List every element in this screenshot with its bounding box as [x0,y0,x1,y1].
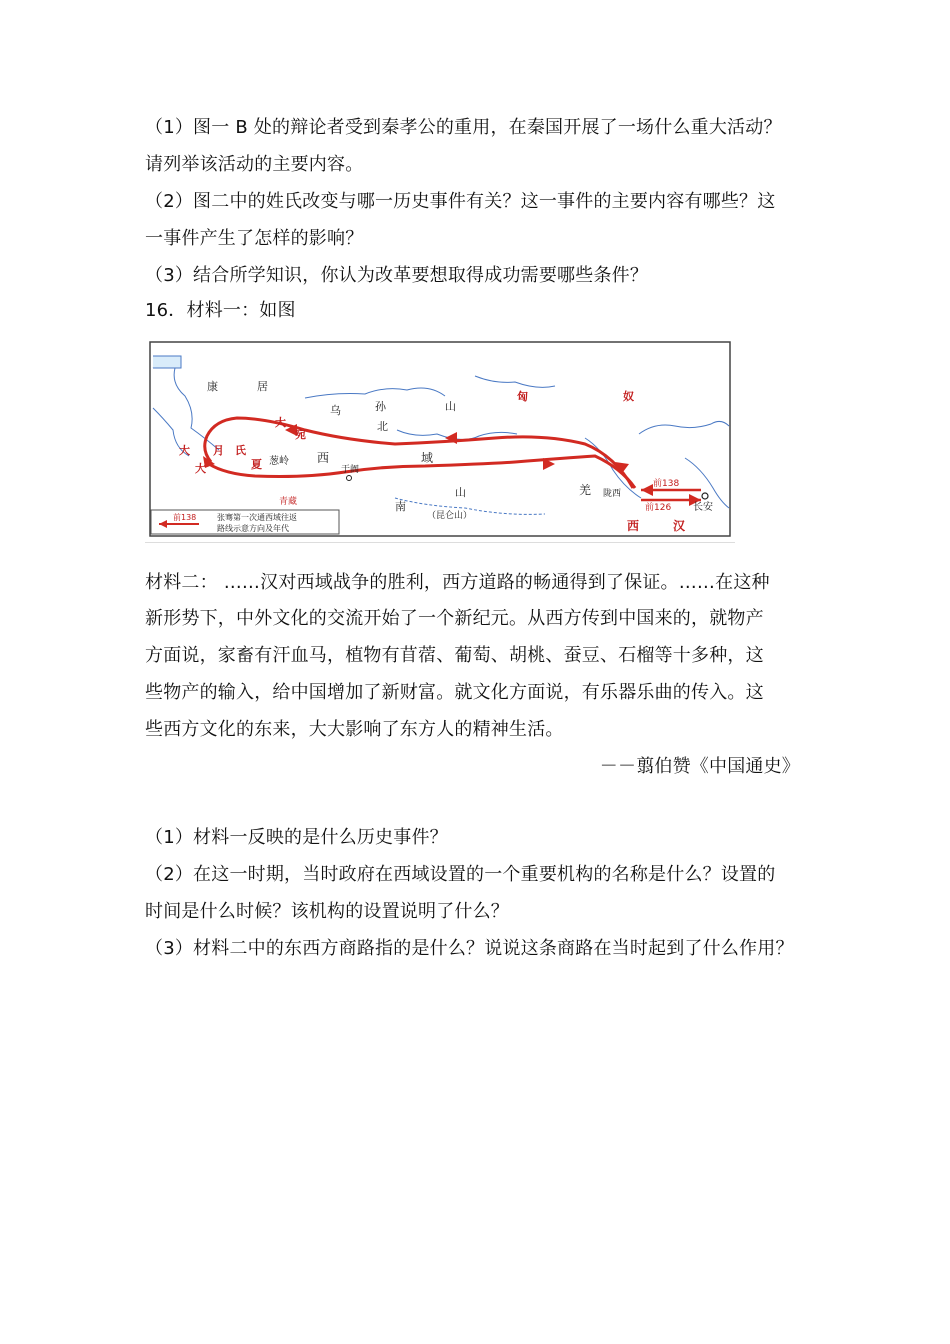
map-figure [145,338,735,542]
q16-question-2-line-2: 时间是什么时候？该机构的设置说明了什么？ [145,901,509,922]
label-xiong: 匈 [517,390,528,403]
q15-question-1-line-2: 请列举该活动的主要内容。 [145,154,364,175]
legend-text-2: 路线示意方向及年代 [217,524,289,533]
label-han: 汉 [673,519,686,533]
label-shan-north: 山 [445,400,456,413]
label-bei: 北 [377,420,388,433]
q15-question-2-line-2: 一事件产生了怎样的影响？ [145,228,364,249]
label-shi: 氏 [235,444,246,457]
q16-question-3: （3）材料二中的东西方商路指的是什么？说说这条商路在当时起到了什么作用？ [145,938,794,959]
label-dawan-da: 大 [275,416,286,429]
label-date-outbound: 前138 [653,479,680,489]
label-sun: 孙 [375,400,386,413]
q15-question-2-line-1: （2）图二中的姓氏改变与哪一历史事件有关？这一事件的主要内容有哪些？这 [145,191,776,212]
legend-date: 前138 [173,513,197,522]
material-2-line-5: 些西方文化的东来，大大影响了东方人的精神生活。 [145,719,564,740]
label-nu: 奴 [623,390,634,403]
label-xi-yu-2: 域 [421,451,434,465]
label-dawan-wan: 宛 [295,428,306,441]
material-2-source: －－翦伯赞《中国通史》 [599,756,800,777]
material-2-line-1: 材料二： ……汉对西域战争的胜利，西方道路的畅通得到了保证。……在这种 [145,572,770,593]
q16-question-1: （1）材料一反映的是什么历史事件？ [145,827,448,848]
label-changan: 长安 [693,502,713,513]
label-date-return: 前126 [645,503,672,513]
label-qingzang: 青藏 [279,497,298,507]
label-da-2: 大 [195,462,206,475]
label-xia: 夏 [251,458,262,471]
label-yutian: 于阗 [341,465,360,475]
label-xi-han: 西 [627,519,640,533]
material-2-line-4: 些物产的输入，给中国增加了新财富。就文化方面说，有乐器乐曲的传入。这 [145,682,764,703]
q16-heading: 16．材料一：如图 [145,300,296,321]
legend-text-1: 张骞第一次通西域往返 [217,513,297,522]
material-2-line-2: 新形势下，中外文化的交流开始了一个新纪元。从西方传到中国来的，就物产 [145,608,764,629]
label-da-1: 大 [179,444,190,457]
label-kunlun: （昆仑山） [427,511,473,521]
zhang-qian-route-map [145,338,735,543]
label-kangju: 康 [207,380,218,393]
q15-question-3: （3）结合所学知识，你认为改革要想取得成功需要哪些条件？ [145,265,649,286]
label-yue: 月 [213,444,224,457]
label-nan: 南 [395,500,406,513]
label-ju: 居 [257,380,268,393]
label-shan-south: 山 [455,486,466,499]
label-qiang: 羌 [579,483,592,497]
q16-question-2-line-1: （2）在这一时期，当时政府在西域设置的一个重要机构的名称是什么？设置的 [145,864,776,885]
label-xi-yu-1: 西 [317,451,330,465]
label-wu: 乌 [330,404,341,417]
label-congling: 葱岭 [269,456,289,467]
label-longxi: 陇西 [603,489,622,499]
material-2-line-3: 方面说，家畜有汗血马，植物有苜蓿、葡萄、胡桃、蚕豆、石榴等十多种，这 [145,645,764,666]
q15-question-1-line-1: （1）图一 B 处的辩论者受到秦孝公的重用，在秦国开展了一场什么重大活动？ [145,117,782,138]
